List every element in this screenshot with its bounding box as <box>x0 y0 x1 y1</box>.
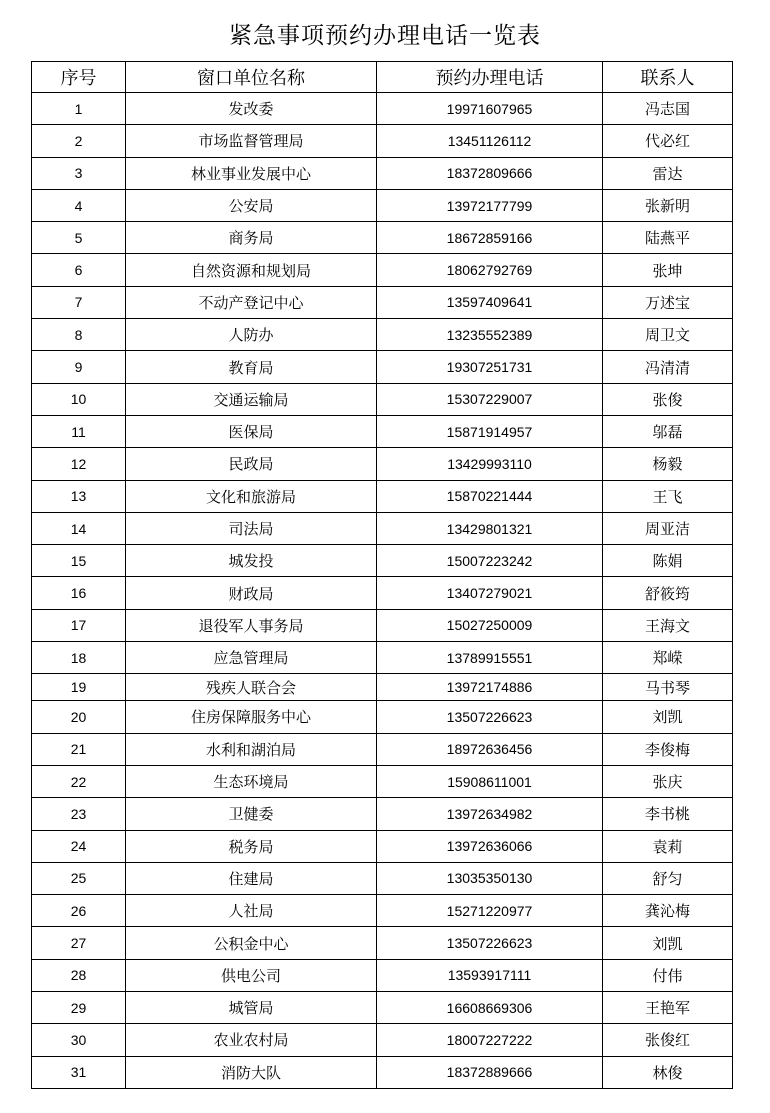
row-phone-number: 19307251731 <box>377 351 603 383</box>
row-index: 2 <box>32 125 126 157</box>
row-contact-person: 张俊红 <box>603 1024 733 1056</box>
row-index: 3 <box>32 157 126 189</box>
table-row <box>32 286 733 318</box>
row-unit-name: 自然资源和规划局 <box>126 254 377 286</box>
row-unit-name: 卫健委 <box>126 798 377 830</box>
row-phone-number: 13593917111 <box>377 959 603 991</box>
table-row <box>32 674 733 701</box>
row-contact-person: 刘凯 <box>603 701 733 733</box>
row-contact-person: 陈娟 <box>603 545 733 577</box>
row-phone-number: 18062792769 <box>377 254 603 286</box>
row-unit-name: 税务局 <box>126 830 377 862</box>
row-contact-person: 李书桃 <box>603 798 733 830</box>
row-index: 13 <box>32 480 126 512</box>
row-phone-number: 15871914957 <box>377 415 603 447</box>
row-unit-name: 市场监督管理局 <box>126 125 377 157</box>
row-unit-name: 文化和旅游局 <box>126 480 377 512</box>
row-contact-person: 代必红 <box>603 125 733 157</box>
row-index: 28 <box>32 959 126 991</box>
row-contact-person: 周亚洁 <box>603 512 733 544</box>
row-contact-person: 雷达 <box>603 157 733 189</box>
row-phone-number: 13972174886 <box>377 674 603 701</box>
row-phone-number: 15870221444 <box>377 480 603 512</box>
row-contact-person: 付伟 <box>603 959 733 991</box>
table-row <box>32 959 733 991</box>
row-contact-person: 张庆 <box>603 765 733 797</box>
row-contact-person: 龚沁梅 <box>603 895 733 927</box>
table-row <box>32 862 733 894</box>
page-title: 紧急事项预约办理电话一览表 <box>229 23 541 49</box>
row-phone-number: 18372809666 <box>377 157 603 189</box>
table-row <box>32 512 733 544</box>
row-phone-number: 13789915551 <box>377 642 603 674</box>
row-contact-person: 邬磊 <box>603 415 733 447</box>
row-unit-name: 民政局 <box>126 448 377 480</box>
row-index: 31 <box>32 1056 126 1088</box>
row-phone-number: 13972177799 <box>377 189 603 221</box>
header-unit-name: 窗口单位名称 <box>126 62 377 93</box>
row-unit-name: 消防大队 <box>126 1056 377 1088</box>
row-unit-name: 财政局 <box>126 577 377 609</box>
row-phone-number: 13972634982 <box>377 798 603 830</box>
row-unit-name: 供电公司 <box>126 959 377 991</box>
row-index: 26 <box>32 895 126 927</box>
row-unit-name: 住房保障服务中心 <box>126 701 377 733</box>
row-index: 30 <box>32 1024 126 1056</box>
row-phone-number: 18972636456 <box>377 733 603 765</box>
row-phone-number: 15271220977 <box>377 895 603 927</box>
table-header-row <box>32 62 733 93</box>
table-row <box>32 642 733 674</box>
table-row <box>32 189 733 221</box>
table-row <box>32 733 733 765</box>
row-contact-person: 舒匀 <box>603 862 733 894</box>
row-contact-person: 冯志国 <box>603 93 733 125</box>
table-row <box>32 830 733 862</box>
row-unit-name: 退役军人事务局 <box>126 609 377 641</box>
row-index: 1 <box>32 93 126 125</box>
table-row <box>32 222 733 254</box>
table-row <box>32 319 733 351</box>
row-contact-person: 张俊 <box>603 383 733 415</box>
header-contact: 联系人 <box>603 62 733 93</box>
row-contact-person: 陆燕平 <box>603 222 733 254</box>
row-unit-name: 城发投 <box>126 545 377 577</box>
header-phone: 预约办理电话 <box>377 62 603 93</box>
row-index: 7 <box>32 286 126 318</box>
row-index: 19 <box>32 674 126 701</box>
row-contact-person: 刘凯 <box>603 927 733 959</box>
table-row <box>32 1056 733 1088</box>
row-index: 16 <box>32 577 126 609</box>
table-row <box>32 609 733 641</box>
table-row <box>32 992 733 1024</box>
row-unit-name: 发改委 <box>126 93 377 125</box>
row-unit-name: 公安局 <box>126 189 377 221</box>
table-row <box>32 254 733 286</box>
row-phone-number: 13972636066 <box>377 830 603 862</box>
row-unit-name: 城管局 <box>126 992 377 1024</box>
row-index: 20 <box>32 701 126 733</box>
row-phone-number: 13451126112 <box>377 125 603 157</box>
row-contact-person: 张新明 <box>603 189 733 221</box>
table-row <box>32 480 733 512</box>
table-row <box>32 415 733 447</box>
table-row <box>32 1024 733 1056</box>
row-index: 10 <box>32 383 126 415</box>
row-index: 24 <box>32 830 126 862</box>
row-index: 17 <box>32 609 126 641</box>
row-contact-person: 张坤 <box>603 254 733 286</box>
table-row <box>32 701 733 733</box>
row-contact-person: 周卫文 <box>603 319 733 351</box>
row-contact-person: 林俊 <box>603 1056 733 1088</box>
row-index: 5 <box>32 222 126 254</box>
row-phone-number: 18372889666 <box>377 1056 603 1088</box>
row-index: 29 <box>32 992 126 1024</box>
row-unit-name: 水利和湖泊局 <box>126 733 377 765</box>
row-unit-name: 司法局 <box>126 512 377 544</box>
row-index: 25 <box>32 862 126 894</box>
row-phone-number: 19971607965 <box>377 93 603 125</box>
row-unit-name: 农业农村局 <box>126 1024 377 1056</box>
row-index: 8 <box>32 319 126 351</box>
row-phone-number: 13597409641 <box>377 286 603 318</box>
row-phone-number: 16608669306 <box>377 992 603 1024</box>
row-index: 14 <box>32 512 126 544</box>
row-phone-number: 15307229007 <box>377 383 603 415</box>
row-unit-name: 交通运输局 <box>126 383 377 415</box>
row-unit-name: 教育局 <box>126 351 377 383</box>
row-contact-person: 袁莉 <box>603 830 733 862</box>
row-phone-number: 13035350130 <box>377 862 603 894</box>
row-phone-number: 13507226623 <box>377 701 603 733</box>
row-index: 6 <box>32 254 126 286</box>
row-contact-person: 舒筱筠 <box>603 577 733 609</box>
row-phone-number: 15007223242 <box>377 545 603 577</box>
row-index: 15 <box>32 545 126 577</box>
row-index: 11 <box>32 415 126 447</box>
row-contact-person: 李俊梅 <box>603 733 733 765</box>
row-contact-person: 杨毅 <box>603 448 733 480</box>
row-contact-person: 万述宝 <box>603 286 733 318</box>
row-unit-name: 残疾人联合会 <box>126 674 377 701</box>
row-phone-number: 18672859166 <box>377 222 603 254</box>
row-unit-name: 公积金中心 <box>126 927 377 959</box>
row-contact-person: 王艳军 <box>603 992 733 1024</box>
row-phone-number: 13507226623 <box>377 927 603 959</box>
row-phone-number: 13235552389 <box>377 319 603 351</box>
row-contact-person: 马书琴 <box>603 674 733 701</box>
row-unit-name: 不动产登记中心 <box>126 286 377 318</box>
table-row <box>32 383 733 415</box>
row-unit-name: 人防办 <box>126 319 377 351</box>
row-unit-name: 住建局 <box>126 862 377 894</box>
row-unit-name: 林业事业发展中心 <box>126 157 377 189</box>
phone-table <box>31 61 733 1089</box>
row-index: 23 <box>32 798 126 830</box>
row-contact-person: 王飞 <box>603 480 733 512</box>
table-row <box>32 577 733 609</box>
row-phone-number: 13429993110 <box>377 448 603 480</box>
table-row <box>32 895 733 927</box>
table-row <box>32 125 733 157</box>
table-row <box>32 798 733 830</box>
row-index: 9 <box>32 351 126 383</box>
row-phone-number: 15027250009 <box>377 609 603 641</box>
row-unit-name: 商务局 <box>126 222 377 254</box>
row-unit-name: 应急管理局 <box>126 642 377 674</box>
row-contact-person: 冯清清 <box>603 351 733 383</box>
header-index: 序号 <box>32 62 126 93</box>
row-unit-name: 人社局 <box>126 895 377 927</box>
row-index: 12 <box>32 448 126 480</box>
table-body <box>32 93 733 1089</box>
row-unit-name: 生态环境局 <box>126 765 377 797</box>
table-row <box>32 93 733 125</box>
row-index: 4 <box>32 189 126 221</box>
table-row <box>32 765 733 797</box>
table-row <box>32 545 733 577</box>
row-contact-person: 王海文 <box>603 609 733 641</box>
row-index: 21 <box>32 733 126 765</box>
row-contact-person: 郑嵘 <box>603 642 733 674</box>
row-phone-number: 13429801321 <box>377 512 603 544</box>
row-index: 22 <box>32 765 126 797</box>
row-unit-name: 医保局 <box>126 415 377 447</box>
row-phone-number: 15908611001 <box>377 765 603 797</box>
row-index: 18 <box>32 642 126 674</box>
table-row <box>32 351 733 383</box>
table-row <box>32 927 733 959</box>
table-row <box>32 157 733 189</box>
row-index: 27 <box>32 927 126 959</box>
row-phone-number: 13407279021 <box>377 577 603 609</box>
table-row <box>32 448 733 480</box>
row-phone-number: 18007227222 <box>377 1024 603 1056</box>
